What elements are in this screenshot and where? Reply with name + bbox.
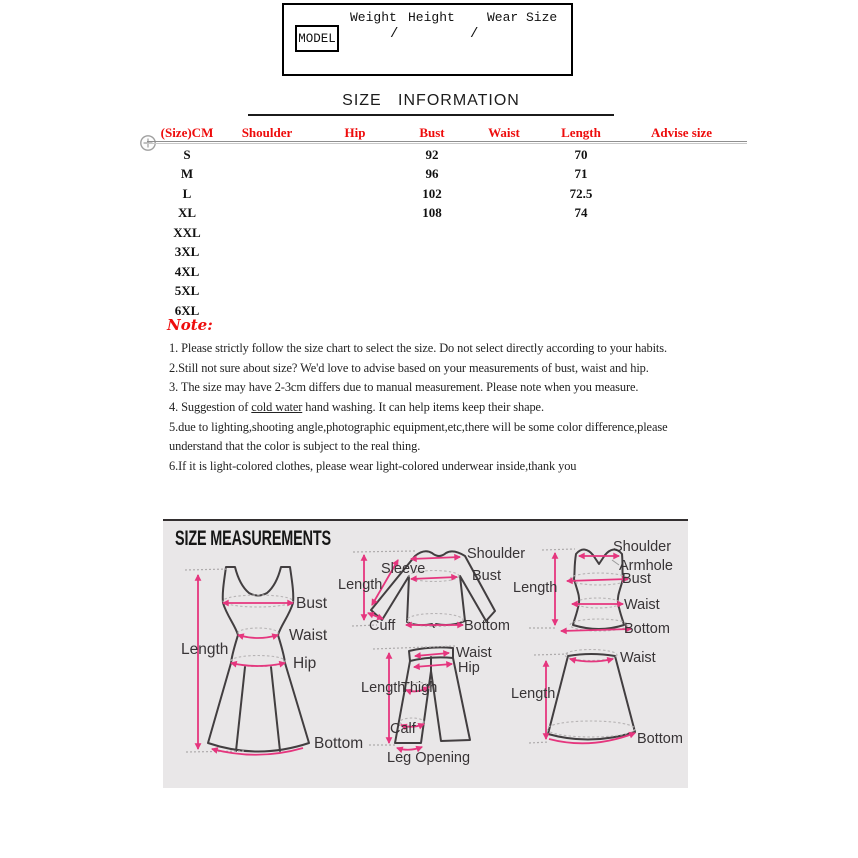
value-cell: 74 [574,205,588,221]
height-value: / [470,26,479,42]
size-measurements-panel [163,519,688,788]
dress-diagram [181,567,363,755]
top-length-label: Length [338,577,383,593]
long-sleeve-top-diagram [338,546,525,634]
note-item-4 [169,398,667,418]
vest-armhole-label: Armhole [619,558,673,574]
column-header: Waist [488,125,520,140]
weight-header: Weight [350,10,397,25]
top-sleeve-label: Sleeve [381,561,426,577]
note-item-1: 1. Please strictly follow the size chart to select the size. Do not select directly according to your habits. [169,341,667,355]
vest-waist-label: Waist [624,597,660,613]
table-row [150,301,745,321]
pants-thigh-label: Thigh [401,680,438,696]
size-cell: L [182,185,192,201]
size-cell: 4XL [174,263,200,279]
pants-length-label: Length [361,680,406,696]
dress-length-label: Length [181,641,229,658]
column-header: Hip [344,125,366,140]
pants-calf-label: Calf [390,721,416,737]
table-row [150,165,745,185]
note-item-6: 6.If it is light-colored clothes, please wear light-colored underwear inside,thank you [169,459,577,474]
weight-value: / [390,26,399,42]
size-cell: XL [177,205,197,221]
table-row [150,145,745,165]
table-row [150,184,745,204]
vest-length-label: Length [513,580,558,596]
size-cell: 6XL [174,302,200,318]
size-cell: S [183,146,191,162]
model-label: MODEL [295,25,339,52]
pants-hip-label: Hip [458,660,480,676]
wear-size-header: Wear Size [487,10,558,25]
height-header: Height [408,10,455,25]
measurement-diagrams [163,521,688,790]
table-row [150,243,745,263]
table-row [150,282,745,302]
top-bust-label: Bust [472,568,502,584]
note-item-2: 2.Still not sure about size? We'd love to advise based on your measurements of bust, waist and hip. [169,360,649,375]
size-cell: XXL [173,224,201,240]
value-cell: 71 [574,166,588,182]
cold-water-underlined-text: cold water [251,400,303,415]
size-table-body [150,145,745,321]
note-item-5: 5.due to lighting,shooting angle,photographic equipment,etc,there will be some color difference,please [169,419,668,434]
top-cuff-label: Cuff [369,618,396,634]
pants-diagram [361,645,492,766]
note-item-4-prefix: 4. Suggestion of [169,400,252,415]
skirt-length-label: Length [511,686,556,702]
column-header: Shoulder [241,125,293,140]
size-table-header [150,125,745,141]
pants-leg-opening-label: Leg Opening [387,750,471,766]
dress-bottom-label: Bottom [314,735,364,752]
pants-waist-label: Waist [456,645,492,661]
size-cell: 5XL [174,283,200,299]
skirt-bottom-label: Bottom [637,731,683,747]
column-header: Bust [419,125,445,140]
value-cell: 92 [425,146,439,162]
dress-hip-label: Hip [293,655,317,672]
table-row [150,262,745,282]
size-cell: 3XL [174,244,200,260]
skirt-diagram [511,650,683,748]
note-item-3: 3. The size may have 2-3cm differs due to manual measurement. Please note when you measure. [169,380,639,395]
vest-bust-label: Bust [622,571,652,587]
column-header: Length [561,125,601,140]
note-item-5-continued: understand that the color is subject to the real thing. [169,439,421,454]
dress-bust-label: Bust [296,595,328,612]
value-cell: 70 [574,146,588,162]
size-cell: M [180,166,194,182]
size-measurements-title: SIZE MEASUREMENTS [175,527,331,551]
value-cell: 102 [422,185,442,201]
note-item-4-suffix: hand washing. It can help items keep their shape. [302,400,544,415]
table-row [150,204,745,224]
vest-bottom-label: Bottom [624,621,670,637]
vest-shoulder-label: Shoulder [613,539,672,555]
notes-list [169,339,667,477]
title-underline [248,114,614,116]
dress-waist-label: Waist [289,627,328,644]
value-cell: 72.5 [569,185,593,201]
size-information-title: SIZE INFORMATION [342,92,520,109]
column-header: (Size)CM [160,125,214,140]
vest-diagram [513,539,673,637]
skirt-waist-label: Waist [620,650,656,666]
header-separator-line [147,141,747,144]
table-row [150,223,745,243]
note-label: Note: [167,316,213,334]
column-header: Advise size [650,125,713,140]
top-shoulder-label: Shoulder [467,546,526,562]
value-cell: 108 [422,205,442,221]
value-cell: 96 [425,166,439,182]
top-bottom-label: Bottom [464,618,510,634]
model-info-box [282,3,573,76]
